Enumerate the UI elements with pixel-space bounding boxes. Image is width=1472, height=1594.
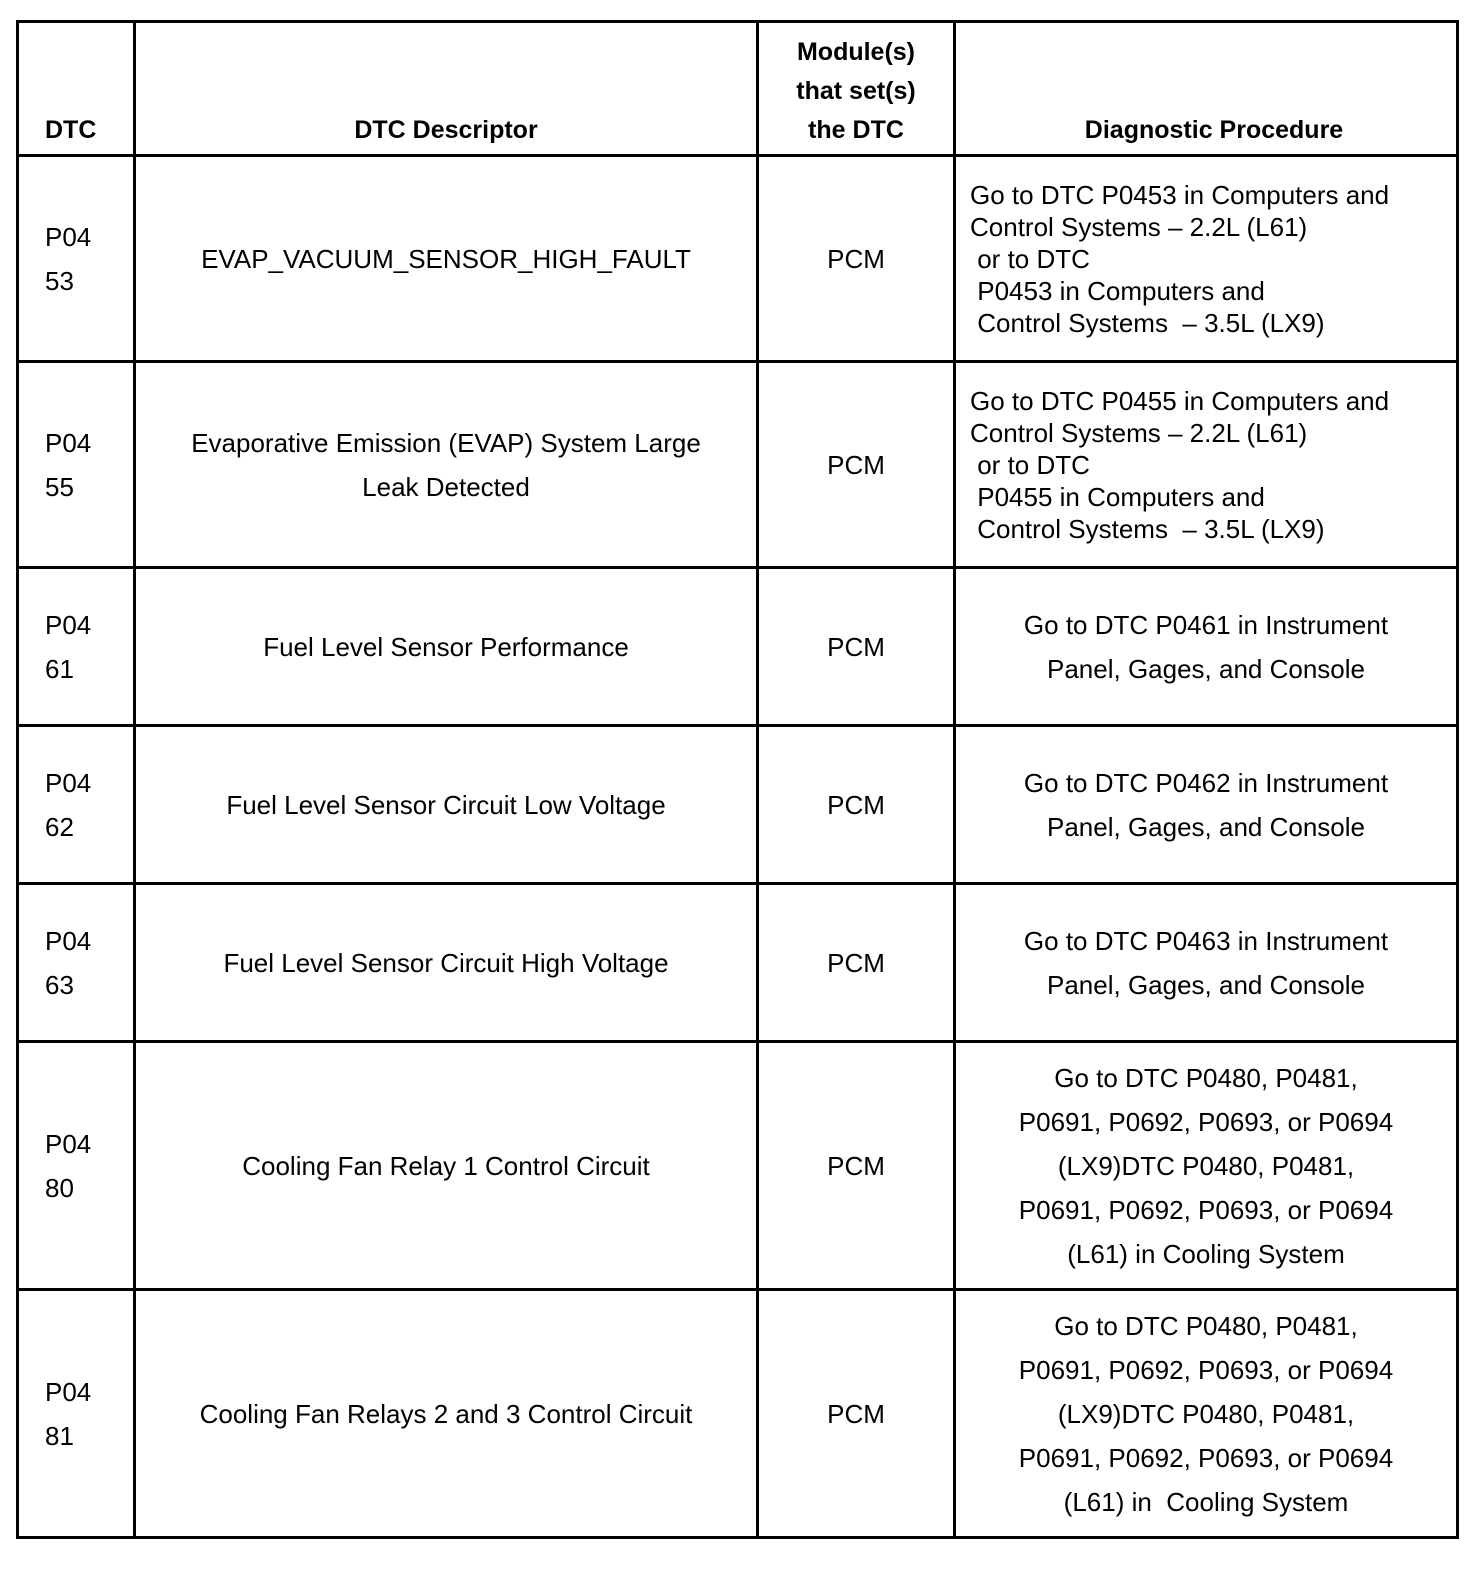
dtc-procedure (955, 568, 1458, 726)
dtc-code-line: P04 (45, 609, 92, 640)
procedure-line: P0691, P0692, P0693, or P0694 (1018, 1354, 1394, 1385)
dtc-procedure (955, 1042, 1458, 1290)
dtc-descriptor: Evaporative Emission (EVAP) System Large Leak Detected (135, 362, 758, 568)
dtc-module: PCM (758, 568, 955, 726)
dtc-module: PCM (758, 362, 955, 568)
procedure-line: Control Systems – 3.5L (LX9) (970, 307, 1325, 338)
table-row (18, 362, 1458, 568)
procedure-line: (LX9)DTC P0480, P0481, (1057, 1398, 1355, 1429)
dtc-module: PCM (758, 884, 955, 1042)
table-row (18, 1042, 1458, 1290)
procedure-line: Go to DTC P0462 in Instrument (1023, 767, 1389, 798)
dtc-table (16, 20, 1459, 1539)
procedure-line: P0691, P0692, P0693, or P0694 (1018, 1106, 1394, 1137)
dtc-code (18, 568, 135, 726)
dtc-module: PCM (758, 1290, 955, 1538)
header-module-line: Module(s) (796, 38, 916, 66)
dtc-code (18, 726, 135, 884)
header-module-line: that set(s) (796, 77, 916, 105)
dtc-procedure (955, 1290, 1458, 1538)
dtc-procedure (955, 726, 1458, 884)
procedure-line: Panel, Gages, and Console (1047, 969, 1365, 1000)
dtc-code (18, 362, 135, 568)
procedure-line: Panel, Gages, and Console (1047, 811, 1365, 842)
dtc-descriptor: EVAP_VACUUM_SENSOR_HIGH_FAULT (135, 156, 758, 362)
table-row (18, 726, 1458, 884)
dtc-code-line: P04 (45, 1128, 92, 1159)
dtc-code-line: P04 (45, 767, 92, 798)
dtc-code (18, 884, 135, 1042)
header-dtc: DTC (18, 22, 135, 156)
dtc-descriptor: Cooling Fan Relays 2 and 3 Control Circuit (135, 1290, 758, 1538)
dtc-module: PCM (758, 1042, 955, 1290)
procedure-line: Go to DTC P0480, P0481, (1054, 1062, 1358, 1093)
dtc-code-line: 63 (45, 969, 74, 1000)
dtc-procedure (955, 362, 1458, 568)
dtc-code-line: P04 (45, 925, 92, 956)
procedure-line: Go to DTC P0453 in Computers and (970, 179, 1390, 210)
procedure-line: Panel, Gages, and Console (1047, 653, 1365, 684)
dtc-code (18, 1290, 135, 1538)
procedure-line: (L61) in Cooling System (1067, 1238, 1345, 1269)
procedure-line: (LX9)DTC P0480, P0481, (1057, 1150, 1355, 1181)
procedure-line: P0453 in Computers and (970, 275, 1265, 306)
procedure-line: (L61) in Cooling System (1063, 1486, 1349, 1517)
table-row (18, 884, 1458, 1042)
procedure-line: Go to DTC P0480, P0481, (1054, 1310, 1358, 1341)
procedure-line: P0691, P0692, P0693, or P0694 (1018, 1442, 1394, 1473)
procedure-line: or to DTC (970, 449, 1090, 480)
dtc-procedure (955, 156, 1458, 362)
dtc-descriptor: Fuel Level Sensor Performance (135, 568, 758, 726)
dtc-code-line: 61 (45, 653, 74, 684)
procedure-line: Go to DTC P0463 in Instrument (1023, 925, 1389, 956)
table-row (18, 568, 1458, 726)
dtc-code-line: 81 (45, 1420, 74, 1451)
table-row (18, 1290, 1458, 1538)
dtc-code-line: 53 (45, 265, 74, 296)
dtc-module: PCM (758, 156, 955, 362)
procedure-line: P0691, P0692, P0693, or P0694 (1018, 1194, 1394, 1225)
dtc-code (18, 1042, 135, 1290)
dtc-code-line: 55 (45, 471, 74, 502)
procedure-line: or to DTC (970, 243, 1090, 274)
procedure-line: Control Systems – 3.5L (LX9) (970, 513, 1325, 544)
procedure-line: Go to DTC P0461 in Instrument (1023, 609, 1389, 640)
dtc-code-line: P04 (45, 427, 92, 458)
header-descriptor: DTC Descriptor (135, 22, 758, 156)
header-procedure: Diagnostic Procedure (955, 22, 1458, 156)
header-row (18, 22, 1458, 156)
dtc-code-line: P04 (45, 221, 92, 252)
procedure-line: Control Systems – 2.2L (L61) (970, 211, 1308, 242)
dtc-descriptor: Cooling Fan Relay 1 Control Circuit (135, 1042, 758, 1290)
table-row (18, 156, 1458, 362)
dtc-code-line: 80 (45, 1172, 74, 1203)
dtc-module: PCM (758, 726, 955, 884)
dtc-descriptor: Fuel Level Sensor Circuit Low Voltage (135, 726, 758, 884)
procedure-line: Control Systems – 2.2L (L61) (970, 417, 1308, 448)
header-module-line: the DTC (808, 116, 904, 144)
procedure-line: P0455 in Computers and (970, 481, 1265, 512)
header-module (758, 22, 955, 156)
procedure-line: Go to DTC P0455 in Computers and (970, 385, 1390, 416)
dtc-code-line: 62 (45, 811, 74, 842)
dtc-code-line: P04 (45, 1376, 92, 1407)
dtc-descriptor: Fuel Level Sensor Circuit High Voltage (135, 884, 758, 1042)
dtc-procedure (955, 884, 1458, 1042)
dtc-code (18, 156, 135, 362)
